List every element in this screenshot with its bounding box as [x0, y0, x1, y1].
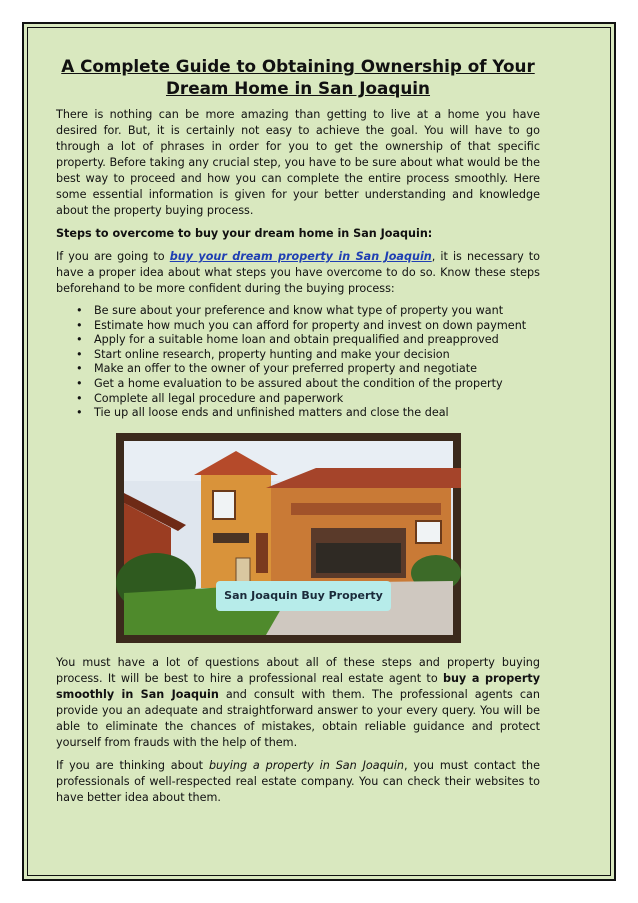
bullet-icon: •: [76, 304, 83, 317]
agent-paragraph-bold: buy a property smoothly in San Joaquin: [56, 671, 540, 701]
contact-paragraph-italic: buying a property in San Joaquin: [208, 758, 404, 772]
list-item-text: Be sure about your preference and know what type of property you want: [94, 304, 504, 317]
steps-paragraph: [56, 249, 540, 297]
list-item-text: Make an offer to the owner of your preferred property and negotiate: [94, 362, 478, 376]
steps-paragraph-start: If you are going to: [56, 250, 170, 263]
document-title: A Complete Guide to Obtaining Ownership of Your Dream Home in San Joaquin: [61, 56, 535, 98]
steps-paragraph-end: , it is necessary to have a proper idea about what steps you have overcome to do so. Know these steps beforehand to be more confident during the buying process:: [56, 250, 540, 295]
list-item-text: Complete all legal procedure and paperwork: [94, 391, 344, 405]
list-item: [56, 304, 540, 319]
bullet-icon: •: [76, 362, 83, 376]
agent-paragraph-end: and consult with them. The professional agents can provide you an adequate and straightforward answer to your every query. You will be able to eliminate the chances of mistakes, obtain reliable guidance and protect yourself from frauds with the help of them.: [56, 687, 540, 749]
steps-heading: Steps to overcome to buy your dream home in San Joaquin:: [56, 227, 433, 240]
list-item: [56, 319, 540, 334]
bullet-icon: •: [76, 318, 83, 332]
list-item-text: Tie up all loose ends and unfinished matters and close the deal: [94, 406, 449, 420]
steps-list: [56, 304, 540, 421]
list-item-text: Estimate how much you can afford for property and invest on down payment: [94, 318, 527, 332]
bullet-icon: •: [76, 333, 83, 347]
list-item: [56, 406, 540, 421]
agent-paragraph-start: You must have a lot of questions about all of these steps and property buying process. It will be best to hire a professional real estate agent to: [56, 655, 540, 685]
intro-paragraph: There is nothing can be more amazing than getting to live at a home you have desired for. But, it is certainly not easy to achieve the goal. You will have to go through a lot of phrases in order for you to get the ownership of that specific property. Before taking any crucial step, you have to be sure about what would be the best way to proceed and how you can complete the entire process smoothly. Here some essential information is given for your better understanding and knowledge about the property buying process.: [56, 108, 540, 217]
list-item: [56, 362, 540, 377]
photo-caption: San Joaquin Buy Property: [216, 581, 391, 611]
document-body: [56, 55, 540, 813]
list-item: [56, 348, 540, 363]
agent-paragraph: [56, 655, 540, 751]
list-item: [56, 392, 540, 407]
list-item-text: Start online research, property hunting and make your decision: [94, 347, 450, 361]
contact-paragraph-end: , you must contact the professionals of well-respected real estate company. You can check their websites to have better idea about them.: [56, 758, 540, 804]
list-item: [56, 377, 540, 392]
list-item-text: Apply for a suitable home loan and obtain prequalified and preapproved: [94, 333, 499, 347]
list-item: [56, 333, 540, 348]
contact-paragraph-start: If you are thinking about: [56, 758, 209, 772]
dream-property-link[interactable]: buy your dream property in San Joaquin: [169, 250, 432, 263]
list-item-text: Get a home evaluation to be assured about the condition of the property: [94, 376, 503, 390]
bullet-icon: •: [76, 347, 83, 361]
bullet-icon: •: [76, 376, 83, 390]
bullet-icon: •: [76, 391, 83, 405]
house-photo: [116, 433, 461, 643]
house-illustration: [116, 433, 461, 643]
bullet-icon: •: [76, 406, 83, 420]
contact-paragraph: [56, 758, 540, 806]
